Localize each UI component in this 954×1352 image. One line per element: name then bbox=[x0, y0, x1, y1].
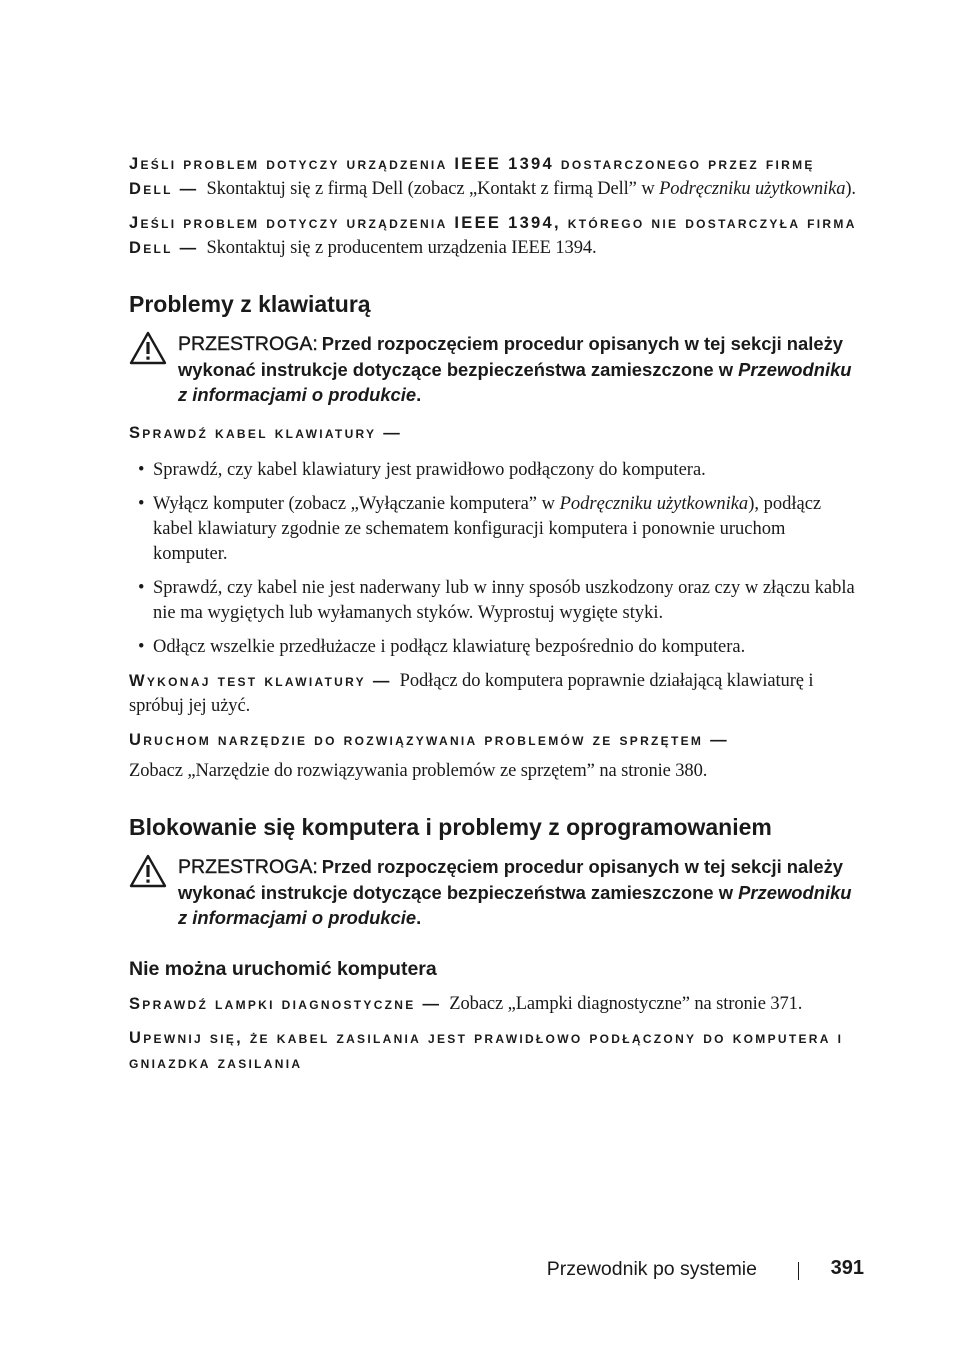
lockups-section-title: Blokowanie się komputera i problemy z oprogramowaniem bbox=[129, 814, 772, 840]
keyboard-test-paragraph bbox=[129, 669, 859, 719]
ieee-other-heading: Jeśli problem dotyczy urządzenia IEEE 1394, którego nie dostarczyła firma Dell — bbox=[129, 214, 857, 257]
footer-divider bbox=[798, 1262, 799, 1280]
ieee-other-paragraph bbox=[129, 211, 859, 261]
list-item-text: Wyłącz komputer (zobacz „Wyłączanie komputera” w bbox=[153, 494, 560, 514]
hw-tool-heading-line bbox=[129, 728, 859, 753]
caution-label: PRZESTROGA: bbox=[178, 856, 318, 878]
list-item-text-end: ), podłącz kabel klawiatury zgodnie ze schematem konfiguracji komputera i ponownie uruchom komputer. bbox=[153, 494, 822, 564]
ieee-dell-heading: Jeśli problem dotyczy urządzenia IEEE 1394 dostarczonego przez firmę Dell — bbox=[129, 155, 815, 198]
bullet-dot: • bbox=[138, 637, 145, 657]
keyboard-caution bbox=[129, 331, 859, 407]
diag-lights-heading: Sprawdź lampki diagnostyczne — bbox=[129, 995, 442, 1013]
list-item bbox=[129, 635, 859, 660]
caution-text bbox=[178, 854, 859, 930]
bullet-dot: • bbox=[138, 460, 145, 480]
warning-triangle-icon bbox=[129, 854, 167, 888]
no-start-subtitle: Nie można uruchomić komputera bbox=[129, 958, 437, 980]
ieee-dell-text-end: ). bbox=[845, 179, 856, 199]
list-item bbox=[129, 458, 859, 483]
caution-label: PRZESTROGA: bbox=[178, 333, 318, 355]
power-cable-paragraph bbox=[129, 1026, 859, 1076]
list-item bbox=[129, 576, 859, 626]
list-item bbox=[129, 492, 859, 567]
check-cable-heading: Sprawdź kabel klawiatury — bbox=[129, 424, 403, 442]
power-cable-heading: Upewnij się, że kabel zasilania jest prawidłowo podłączony do komputera i gniazdka zasilania bbox=[129, 1029, 844, 1072]
product-info-guide-ref: Przewodniku z informacjami o produkcie bbox=[178, 359, 852, 405]
list-item-text: Sprawdź, czy kabel nie jest naderwany lub w inny sposób uszkodzony oraz czy w złączu kabla nie ma wygiętych lub wyłamanych styków. Wyprostuj wygięte styki. bbox=[153, 578, 855, 623]
warning-triangle-icon bbox=[129, 331, 167, 365]
ieee-other-text: Skontaktuj się z producentem urządzenia IEEE 1394. bbox=[206, 238, 597, 258]
hw-tool-text: Zobacz „Narzędzie do rozwiązywania problemów ze sprzętem” na stronie 380. bbox=[129, 761, 708, 781]
list-item-text: Sprawdź, czy kabel klawiatury jest prawidłowo podłączony do komputera. bbox=[153, 460, 706, 480]
check-cable-heading-line bbox=[129, 421, 859, 446]
keyboard-test-text: Podłącz do komputera poprawnie działającą klawiaturę i spróbuj jej użyć. bbox=[129, 671, 814, 716]
user-guide-ref: Podręczniku użytkownika bbox=[659, 179, 846, 199]
ieee-dell-text: Skontaktuj się z firmą Dell (zobacz „Kontakt z firmą Dell” w bbox=[206, 179, 660, 199]
page-number: 391 bbox=[830, 1257, 864, 1279]
product-info-guide-ref: Przewodniku z informacjami o produkcie bbox=[178, 882, 852, 928]
caution-end: . bbox=[416, 907, 422, 928]
caution-body: Przed rozpoczęciem procedur opisanych w tej sekcji należy wykonać instrukcje dotyczące bezpieczeństwa zamieszczone w bbox=[178, 333, 844, 380]
diag-lights-paragraph bbox=[129, 992, 859, 1017]
lockups-caution bbox=[129, 854, 859, 930]
page-footer bbox=[0, 1256, 954, 1286]
ieee-dell-paragraph bbox=[129, 152, 859, 202]
bullet-dot: • bbox=[138, 578, 145, 598]
list-item-text: Odłącz wszelkie przedłużacze i podłącz klawiaturę bezpośrednio do komputera. bbox=[153, 637, 746, 657]
caution-text bbox=[178, 331, 859, 407]
caution-end: . bbox=[416, 384, 422, 405]
diag-lights-text: Zobacz „Lampki diagnostyczne” na stronie 371. bbox=[449, 994, 803, 1014]
keyboard-section-title: Problemy z klawiaturą bbox=[129, 291, 371, 317]
page-content bbox=[129, 152, 859, 1085]
footer-title: Przewodnik po systemie bbox=[546, 1258, 757, 1280]
check-cable-list bbox=[129, 458, 859, 660]
user-guide-ref: Podręczniku użytkownika bbox=[559, 494, 749, 514]
caution-body: Przed rozpoczęciem procedur opisanych w tej sekcji należy wykonać instrukcje dotyczące bezpieczeństwa zamieszczone w bbox=[178, 856, 844, 903]
keyboard-test-heading: Wykonaj test klawiatury — bbox=[129, 672, 392, 690]
bullet-dot: • bbox=[138, 494, 145, 514]
hw-tool-heading: Uruchom narzędzie do rozwiązywania problemów ze sprzętem — bbox=[129, 731, 729, 749]
